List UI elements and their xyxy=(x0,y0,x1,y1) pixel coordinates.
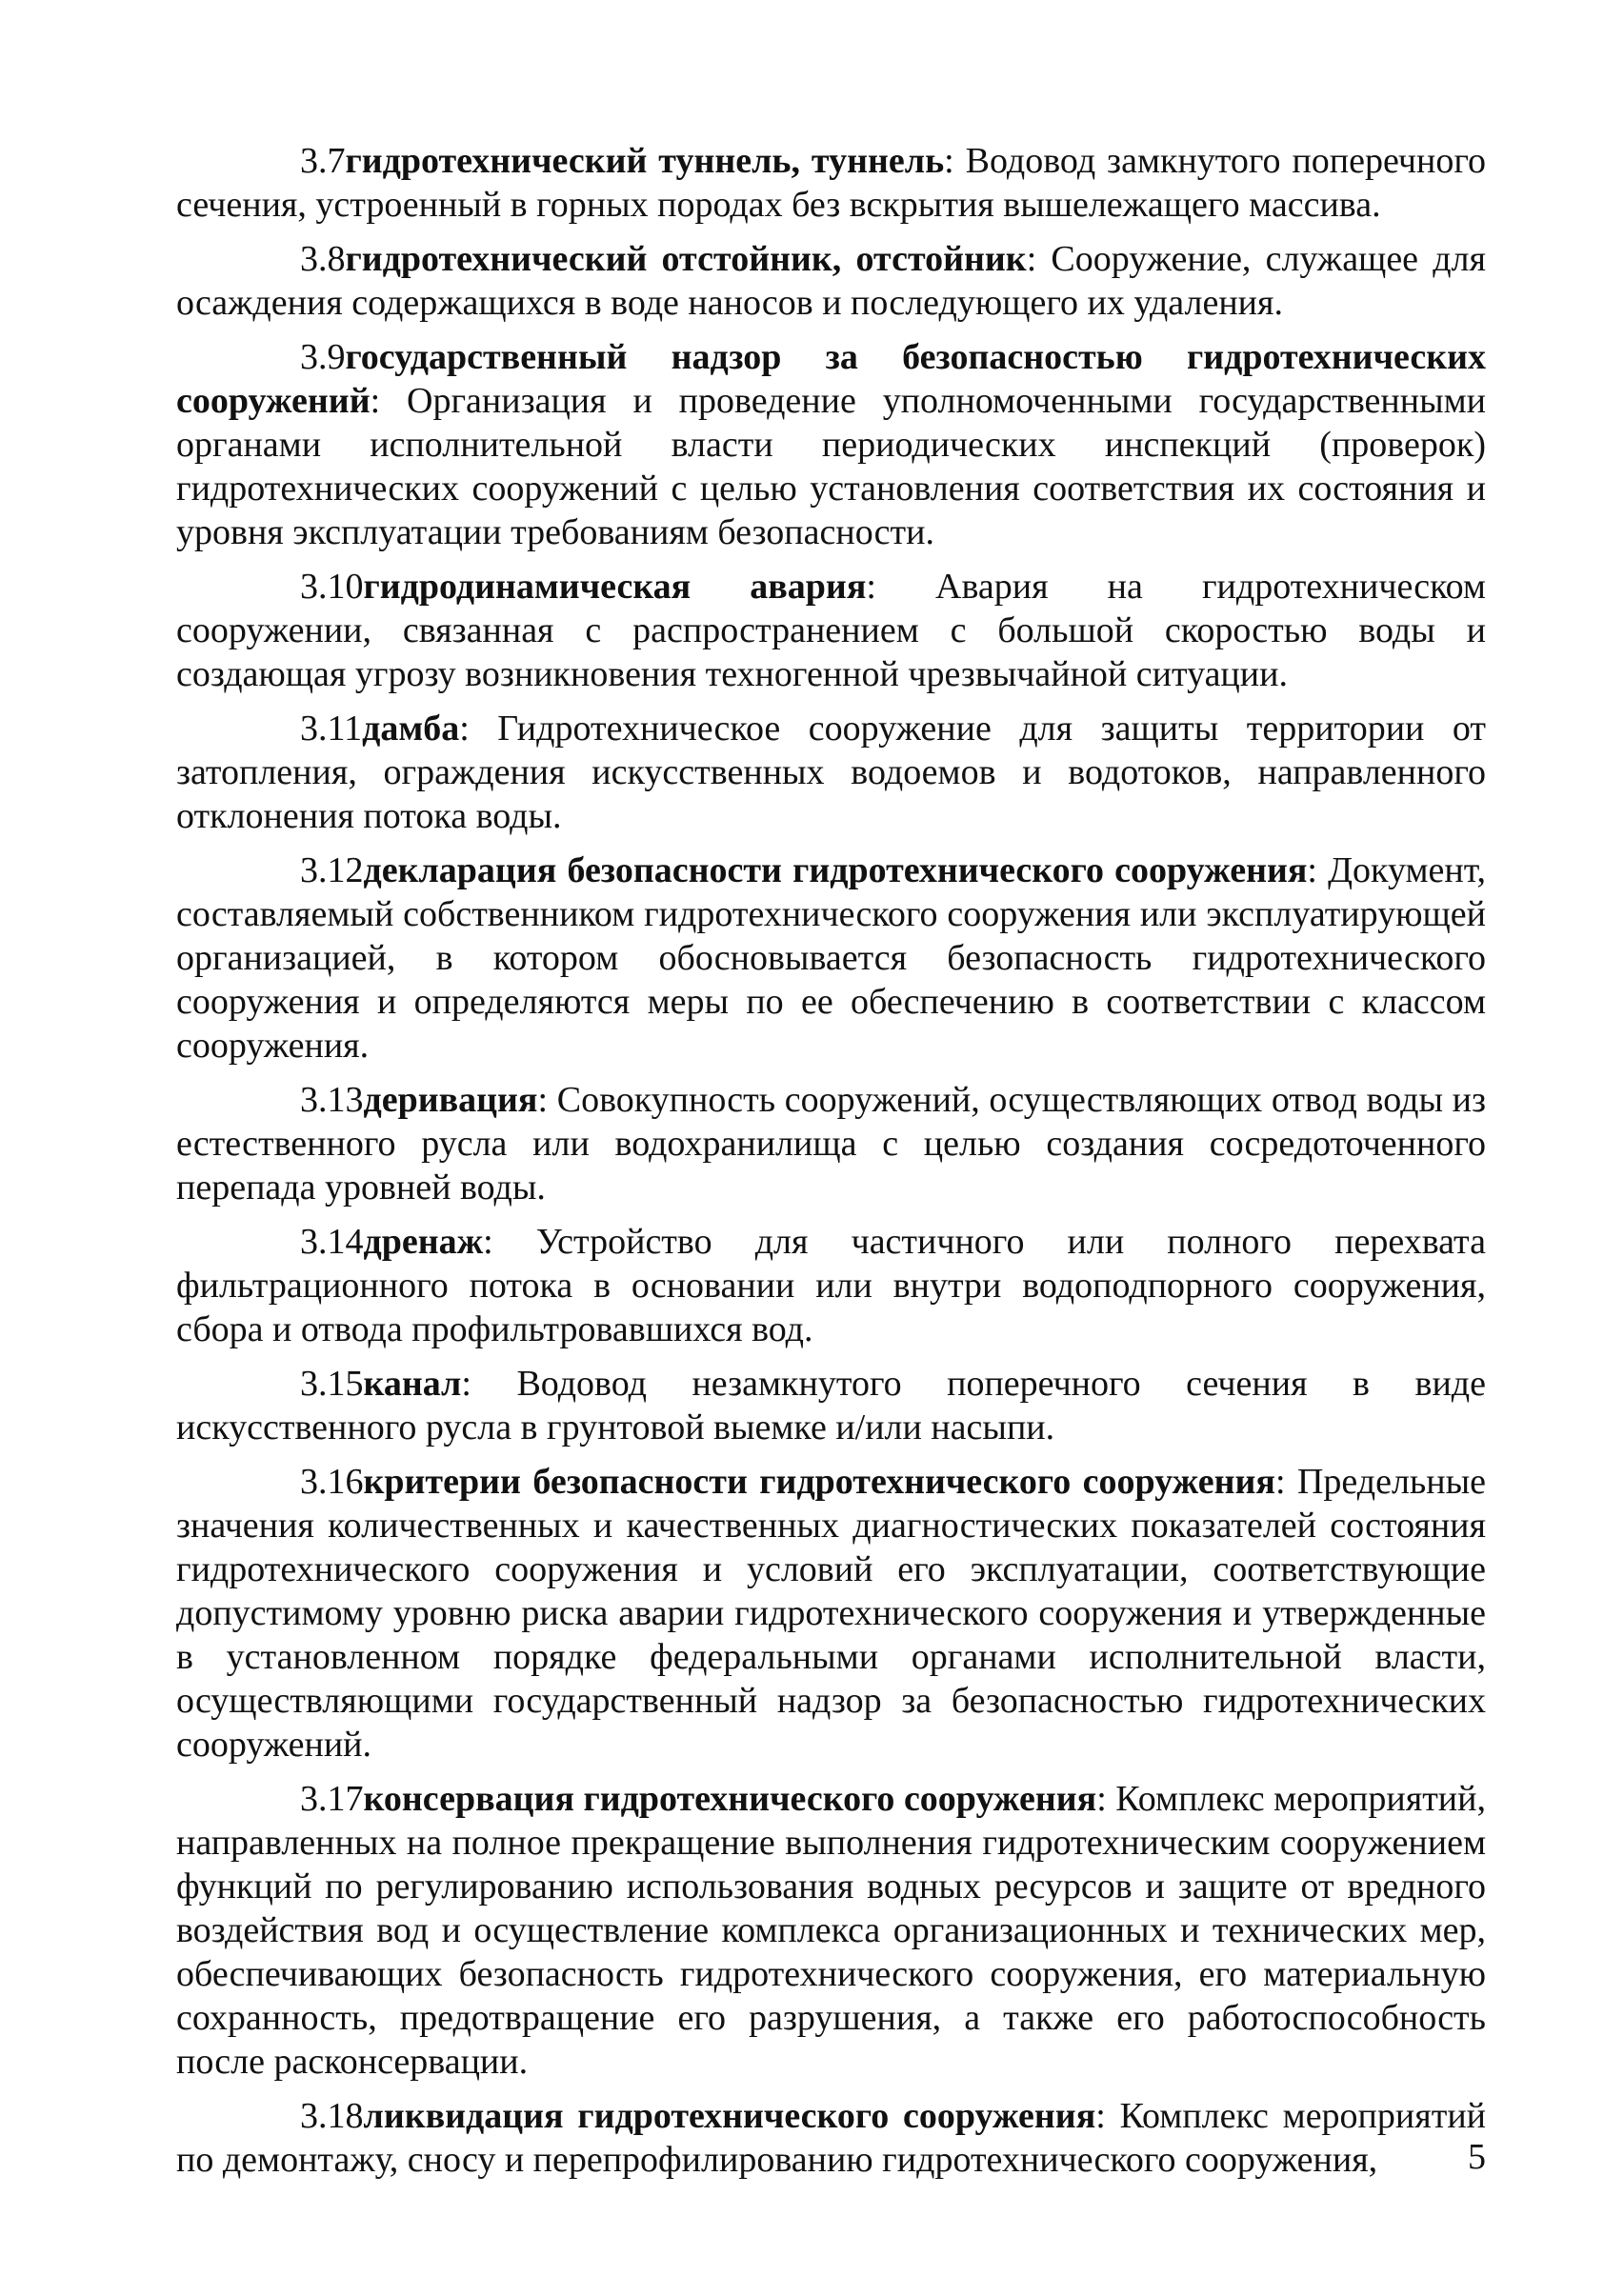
definition-entry xyxy=(176,1460,1486,1767)
definition-entry xyxy=(176,849,1486,1068)
definition-entry xyxy=(176,565,1486,696)
defined-term: деривация xyxy=(363,1080,538,1120)
clause-number: 3.8 xyxy=(300,239,346,279)
defined-term: дамба xyxy=(362,709,460,749)
definition-text: : Гидротехническое сооружение для защиты территории от затопления, ограждения искусственных водоемов и водотоков, направленного отклонения потока воды. xyxy=(176,709,1486,836)
definition-entry xyxy=(176,237,1486,325)
definition-text: : Документ, составляемый собственником гидротехнического сооружения или эксплуатирующей организацией, в котором обосновывается безопасность гидротехнического сооружения и определяются меры по ее обеспечению в соответствии с классом сооружения. xyxy=(176,850,1486,1066)
definition-entry xyxy=(176,1777,1486,2084)
clause-number: 3.18 xyxy=(300,2096,364,2136)
defined-term: ликвидация гидротехнического сооружения xyxy=(363,2096,1096,2136)
clause-number: 3.13 xyxy=(300,1080,364,1120)
definition-text: : Устройство для частичного или полного перехвата фильтрационного потока в основании или внутри водоподпорного сооружения, сбора и отвода профильтровавшихся вод. xyxy=(176,1222,1486,1349)
clause-number: 3.15 xyxy=(300,1364,364,1404)
defined-term: государственный надзор за безопасностью гидротехнических сооружений xyxy=(176,337,1486,421)
definition-entry xyxy=(176,2094,1486,2182)
definition-text: : Комплекс мероприятий по демонтажу, сносу и перепрофилированию гидротехнического сооружения, xyxy=(176,2096,1486,2180)
definition-entry xyxy=(176,139,1486,227)
definition-entry xyxy=(176,1220,1486,1351)
defined-term: гидротехнический туннель, туннель xyxy=(345,141,945,181)
definition-text: : Водовод замкнутого поперечного сечения, устроенный в горных породах без вскрытия вышележащего массива. xyxy=(176,141,1486,225)
definition-text: : Предельные значения количественных и качественных диагностических показателей состояния гидротехнического сооружения и условий его эксплуатации, соответствующие допустимому уровню риска аварии гидротехнического сооружения и утвержденные в установленном порядке федеральными органами исполнительной власти, осуществляющими государственный надзор за безопасностью гидротехнических сооружений. xyxy=(176,1462,1486,1765)
defined-term: гидротехнический отстойник, отстойник xyxy=(345,239,1027,279)
defined-term: декларация безопасности гидротехнического сооружения xyxy=(363,850,1308,890)
definition-entry xyxy=(176,1078,1486,1209)
defined-term: дренаж xyxy=(363,1222,484,1262)
definition-text: : Совокупность сооружений, осуществляющих отвод воды из естественного русла или водохранилища с целью создания сосредоточенного перепада уровней воды. xyxy=(176,1080,1486,1208)
clause-number: 3.14 xyxy=(300,1222,364,1262)
defined-term: канал xyxy=(363,1364,462,1404)
defined-term: консервация гидротехнического сооружения xyxy=(363,1779,1097,1819)
clause-number: 3.9 xyxy=(300,337,346,377)
definition-text: : Авария на гидротехническом сооружении, связанная с распространением с большой скоростью воды и создающая угрозу возникновения техногенной чрезвычайной ситуации. xyxy=(176,567,1486,694)
defined-term: критерии безопасности гидротехнического сооружения xyxy=(363,1462,1275,1502)
definition-entry xyxy=(176,1362,1486,1449)
clause-number: 3.10 xyxy=(300,567,364,607)
definition-text: : Сооружение, служащее для осаждения содержащихся в воде наносов и последующего их удаления. xyxy=(176,239,1486,323)
definition-text: : Организация и проведение уполномоченными государственными органами исполнительной власти периодических инспекций (проверок) гидротехнических сооружений с целью установления соответствия их состояния и уровня эксплуатации требованиям безопасности. xyxy=(176,381,1486,552)
clause-number: 3.17 xyxy=(300,1779,364,1819)
clause-number: 3.7 xyxy=(300,141,346,181)
document-body xyxy=(176,139,1486,2192)
clause-number: 3.11 xyxy=(300,709,363,749)
clause-number: 3.16 xyxy=(300,1462,364,1502)
defined-term: гидродинамическая авария xyxy=(363,567,867,607)
definition-entry xyxy=(176,707,1486,838)
clause-number: 3.12 xyxy=(300,850,364,890)
page-number: 5 xyxy=(1468,2137,1486,2177)
definition-text: : Комплекс мероприятий, направленных на полное прекращение выполнения гидротехническим сооружением функций по регулированию использования водных ресурсов и защите от вредного воздействия вод и осуществление комплекса организационных и технических мер, обеспечивающих безопасность гидротехнического сооружения, его материальную сохранность, предотвращение его разрушения, а также его работоспособность после расконсервации. xyxy=(176,1779,1486,2082)
definition-text: : Водовод незамкнутого поперечного сечения в виде искусственного русла в грунтовой выемке и/или насыпи. xyxy=(176,1364,1486,1447)
definition-entry xyxy=(176,335,1486,554)
